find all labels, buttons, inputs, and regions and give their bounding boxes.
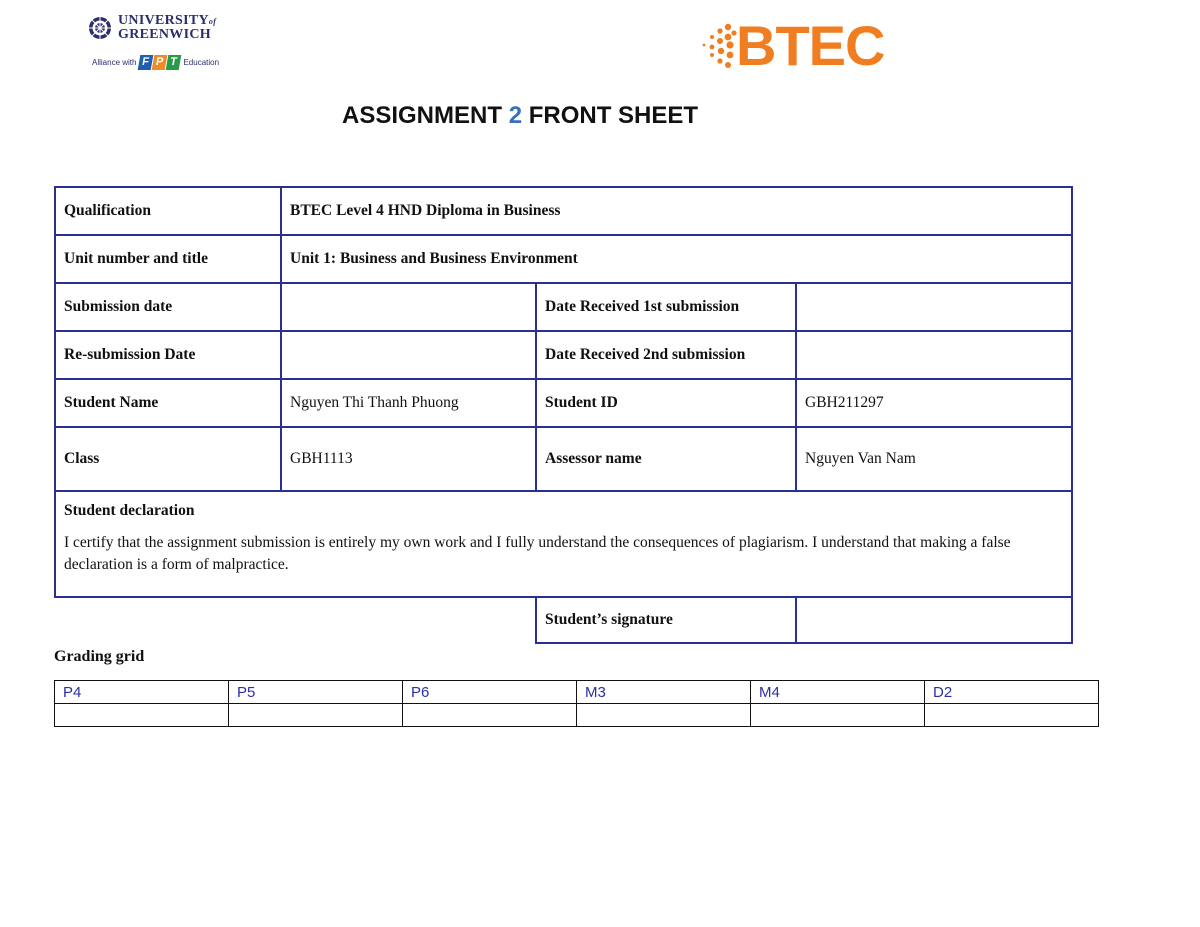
university-crest-icon (88, 16, 112, 40)
page-title (342, 102, 698, 130)
front-sheet-table (54, 186, 1073, 644)
grading-grid (54, 680, 1099, 727)
grading-criteria-row (55, 681, 1099, 704)
signature-field[interactable] (796, 597, 1072, 643)
resubmission-label: Re-submission Date (55, 331, 281, 379)
date-received-2-field[interactable] (796, 331, 1072, 379)
assessor-label: Assessor name (536, 427, 796, 491)
btec-wordmark: BTEC (736, 14, 885, 77)
assessor-value: Nguyen Van Nam (796, 427, 1072, 491)
fpt-letter-p: P (152, 55, 168, 70)
fpt-logo (139, 55, 180, 70)
btec-logo (698, 14, 888, 78)
grading-grid-label: Grading grid (54, 648, 145, 665)
declaration-heading: Student declaration (64, 502, 195, 519)
unit-row (55, 235, 1072, 283)
resubmission-row (55, 331, 1072, 379)
grade-p6[interactable] (403, 704, 577, 727)
btec-dots-icon (698, 21, 738, 71)
grading-values-row (55, 704, 1099, 727)
criterion-p4: P4 (55, 681, 229, 704)
declaration-row (55, 491, 1072, 597)
alliance-prefix: Alliance with (92, 58, 137, 67)
criterion-d2: D2 (925, 681, 1099, 704)
grade-p5[interactable] (229, 704, 403, 727)
grade-d2[interactable] (925, 704, 1099, 727)
student-name-value: Nguyen Thi Thanh Phuong (281, 379, 536, 427)
qualification-label: Qualification (55, 187, 281, 235)
class-row (55, 427, 1072, 491)
university-logo (88, 14, 228, 84)
unit-value: Unit 1: Business and Business Environment (281, 235, 1072, 283)
class-value: GBH1113 (281, 427, 536, 491)
grade-m4[interactable] (751, 704, 925, 727)
grade-m3[interactable] (577, 704, 751, 727)
signature-spacer (55, 597, 536, 643)
fpt-letter-f: F (138, 55, 154, 70)
signature-row (55, 597, 1072, 643)
university-name-of: of (208, 17, 217, 26)
student-row (55, 379, 1072, 427)
university-name-line2: GREENWICH (118, 27, 211, 42)
alliance-suffix: Education (183, 58, 220, 67)
fpt-letter-t: T (166, 55, 182, 70)
criterion-p5: P5 (229, 681, 403, 704)
alliance-line (92, 55, 228, 70)
criterion-p6: P6 (403, 681, 577, 704)
university-name-line1: UNIVERSITY (118, 13, 209, 28)
student-id-label: Student ID (536, 379, 796, 427)
date-received-1-label: Date Received 1st submission (536, 283, 796, 331)
submission-date-field[interactable] (281, 283, 536, 331)
title-number: 2 (508, 102, 523, 129)
class-label: Class (55, 427, 281, 491)
qualification-row (55, 187, 1072, 235)
title-suffix: FRONT SHEET (528, 102, 699, 129)
declaration-text: I certify that the assignment submission is entirely my own work and I fully understand the consequences of plagiarism. I understand that making a false declaration is a form of malpractice. (64, 534, 1011, 573)
submission-date-label: Submission date (55, 283, 281, 331)
date-received-1-field[interactable] (796, 283, 1072, 331)
student-name-label: Student Name (55, 379, 281, 427)
resubmission-field[interactable] (281, 331, 536, 379)
student-id-value: GBH211297 (796, 379, 1072, 427)
qualification-value: BTEC Level 4 HND Diploma in Business (281, 187, 1072, 235)
unit-label: Unit number and title (55, 235, 281, 283)
title-prefix: ASSIGNMENT (342, 102, 503, 129)
criterion-m3: M3 (577, 681, 751, 704)
declaration-cell (55, 491, 1072, 597)
criterion-m4: M4 (751, 681, 925, 704)
date-received-2-label: Date Received 2nd submission (536, 331, 796, 379)
submission-row (55, 283, 1072, 331)
signature-label: Student’s signature (536, 597, 796, 643)
grade-p4[interactable] (55, 704, 229, 727)
